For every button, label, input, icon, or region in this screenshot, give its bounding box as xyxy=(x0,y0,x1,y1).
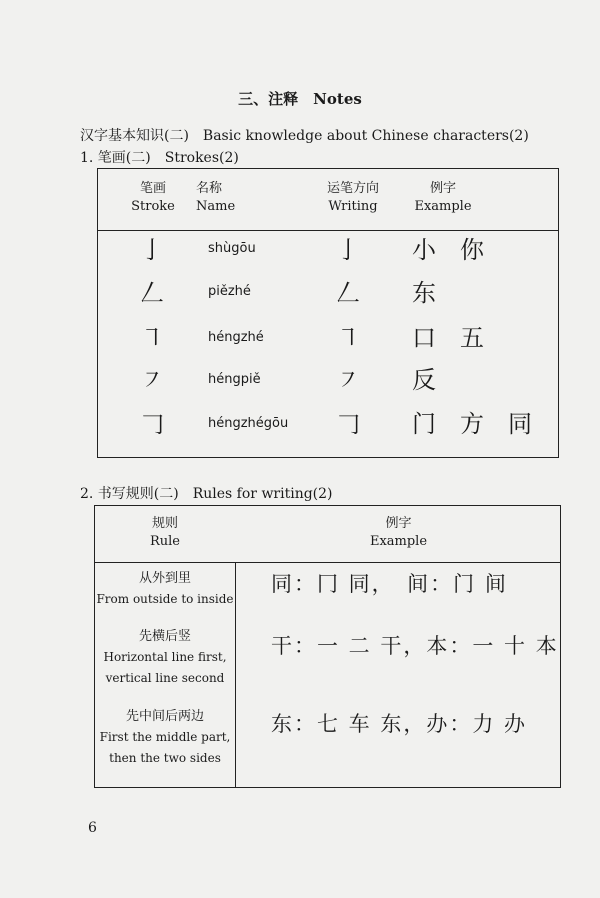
writing-glyph: ㇕ xyxy=(336,324,360,352)
rule-example: 东：七 车 东，办：力 办 xyxy=(271,712,528,736)
header-name: 名称 Name xyxy=(196,181,236,214)
rules-heading: 2. 书写规则(二) Rules for writing(2) xyxy=(80,486,333,502)
rule-text: 先中间后两边 First the middle part, then the two sides xyxy=(99,709,231,765)
header-stroke: 笔画 Stroke xyxy=(131,181,175,214)
rules-table xyxy=(94,505,561,788)
page-number: 6 xyxy=(88,820,97,836)
writing-glyph: ㇇ xyxy=(336,366,360,394)
header-example: 例字 Example xyxy=(369,516,428,549)
stroke-glyph: ㇇ xyxy=(140,366,164,394)
example-chars: 口 五 xyxy=(412,324,484,352)
writing-glyph: 𠃋 xyxy=(336,279,360,307)
strokes-table xyxy=(97,168,559,458)
header-divider xyxy=(98,230,558,231)
writing-glyph: 𠃌 xyxy=(336,410,360,438)
stroke-name: shùgōu xyxy=(208,241,256,256)
stroke-glyph: 亅 xyxy=(140,236,164,264)
example-chars: 门 方 同 xyxy=(412,410,532,438)
column-divider xyxy=(235,562,236,787)
header-writing: 运笔方向 Writing xyxy=(326,181,379,214)
stroke-glyph: 𠃋 xyxy=(140,279,164,307)
stroke-glyph: 𠃌 xyxy=(140,410,164,438)
rule-example: 干：一 二 干，本：一 十 本 xyxy=(271,634,559,658)
example-chars: 反 xyxy=(412,366,436,394)
stroke-glyph: ㇕ xyxy=(140,324,164,352)
stroke-name: héngzhé xyxy=(208,330,264,345)
notes-title: 三、注释 Notes xyxy=(238,90,362,108)
stroke-name: héngpiě xyxy=(208,372,261,387)
stroke-name: piězhé xyxy=(208,284,251,299)
header-example: 例字 Example xyxy=(414,181,472,214)
rule-text: 从外到里 From outside to inside xyxy=(96,571,234,606)
example-chars: 小 你 xyxy=(412,236,484,264)
rule-text: 先横后竖 Horizontal line first, vertical line second xyxy=(103,629,227,685)
example-chars: 东 xyxy=(412,279,436,307)
header-rule: 规则 Rule xyxy=(149,516,180,549)
rule-example: 同：冂 同， 间：门 间 xyxy=(271,572,508,596)
strokes-heading: 1. 笔画(二) Strokes(2) xyxy=(80,150,239,166)
section-heading: 汉字基本知识(二) Basic knowledge about Chinese characters(2) xyxy=(80,128,529,144)
stroke-name: héngzhégōu xyxy=(208,416,289,431)
writing-glyph: 亅 xyxy=(336,236,360,264)
header-divider xyxy=(95,562,560,563)
